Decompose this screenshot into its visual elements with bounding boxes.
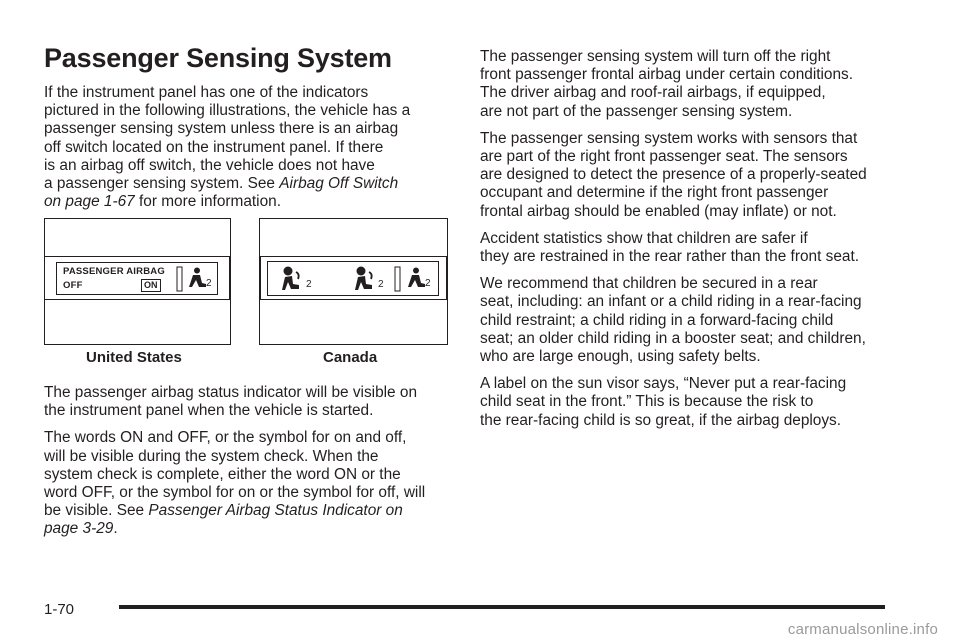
text-line: Accident statistics show that children are safer if [480, 229, 808, 247]
text-line: The passenger sensing system works with sensors that [480, 129, 858, 147]
text-line: frontal airbag should be enabled (may inflate) or not. [480, 202, 837, 220]
text-line: passenger sensing system unless there is an airbag [44, 120, 399, 138]
passenger-airbag-label: PASSENGER AIRBAG [63, 266, 165, 277]
suffix-2: 2 [425, 278, 431, 289]
text-fragment: for more information. [134, 193, 281, 211]
airbag-off-switch-link[interactable]: Airbag Off Switch [279, 175, 399, 193]
text-line: A label on the sun visor says, “Never put a rear-facing [480, 375, 847, 393]
off-label: OFF [63, 280, 83, 291]
right-paragraph [480, 275, 910, 366]
on-label: ON [141, 279, 161, 292]
text-fragment: a passenger sensing system. See [44, 175, 280, 193]
intro-paragraph [44, 84, 464, 211]
text-line: seat, including: an infant or a child riding in a rear-facing [480, 293, 862, 311]
text-line: The driver airbag and roof-rail airbags, if equipped, [480, 84, 826, 102]
text-line: are designed to detect the presence of a properly-seated [480, 166, 867, 184]
text-line: word OFF, or the symbol for on or the symbol for off, will [44, 484, 426, 502]
text-line [44, 502, 464, 520]
text-line: occupant and determine if the right front passenger [480, 184, 829, 202]
suffix-2: 2 [306, 279, 312, 290]
text-line: is an airbag off switch, the vehicle does not have [44, 156, 375, 174]
right-column [480, 48, 910, 439]
page-ref-link[interactable]: on page 1-67 [44, 193, 135, 211]
divider-bar-icon [176, 267, 184, 291]
text-line: If the instrument panel has one of the indicators [44, 84, 369, 101]
text-line: pictured in the following illustrations, the vehicle has a [44, 102, 411, 120]
status-indicator-paragraph [44, 384, 464, 420]
canada-caption: Canada [323, 349, 378, 366]
suffix-2: 2 [378, 279, 384, 290]
text-line: child seat in the front.” This is because the risk to [480, 393, 814, 411]
text-line [44, 520, 464, 538]
right-paragraph [480, 375, 910, 430]
text-fragment: . [113, 520, 118, 538]
text-line: the instrument panel when the vehicle is started. [44, 402, 374, 420]
divider-bar-icon [394, 267, 402, 291]
right-paragraph [480, 48, 910, 121]
footer-rule [119, 605, 885, 609]
text-line: are not part of the passenger sensing system. [480, 102, 793, 120]
text-line: front passenger frontal airbag under certain conditions. [480, 66, 854, 84]
us-indicator-display [56, 262, 218, 295]
seated-person-airbag-icon [406, 267, 426, 289]
text-line [44, 193, 464, 211]
text-line: We recommend that children be secured in a rear [480, 275, 818, 293]
suffix-2: 2 [206, 278, 212, 289]
airbag-on-symbol-icon [282, 266, 308, 292]
us-caption: United States [86, 349, 182, 366]
page-number: 1-70 [44, 601, 75, 618]
left-bottom-paragraphs [44, 384, 464, 548]
right-paragraph [480, 230, 910, 266]
page-ref-link[interactable]: page 3-29 [44, 520, 114, 538]
page-title: Passenger Sensing System [44, 43, 392, 73]
text-line: the rear-facing child is so great, if the airbag deploys. [480, 411, 842, 429]
text-line: off switch located on the instrument panel. If there [44, 138, 384, 156]
text-line: The passenger sensing system will turn off the right [480, 48, 831, 65]
text-line: The words ON and OFF, or the symbol for on and off, [44, 429, 407, 447]
text-line: The passenger airbag status indicator will be visible on [44, 384, 417, 401]
text-fragment: be visible. See [44, 502, 149, 520]
canada-indicator-display [267, 261, 439, 296]
text-line [44, 175, 464, 193]
status-indicator-link[interactable]: Passenger Airbag Status Indicator on [148, 502, 403, 520]
text-line: who are large enough, using safety belts. [480, 348, 761, 366]
text-line: will be visible during the system check. When the [44, 447, 379, 465]
text-line: seat; an older child riding in a booster seat; and children, [480, 329, 866, 347]
text-line: child restraint; a child riding in a forward-facing child [480, 311, 834, 329]
watermark: carmanualsonline.info [787, 621, 938, 638]
text-line: system check is complete, either the word ON or the [44, 465, 401, 483]
text-line: are part of the right front passenger seat. The sensors [480, 148, 848, 166]
system-check-paragraph [44, 429, 464, 538]
right-paragraph [480, 130, 910, 221]
text-line: they are restrained in the rear rather than the front seat. [480, 248, 859, 266]
seated-person-airbag-icon [187, 267, 207, 289]
